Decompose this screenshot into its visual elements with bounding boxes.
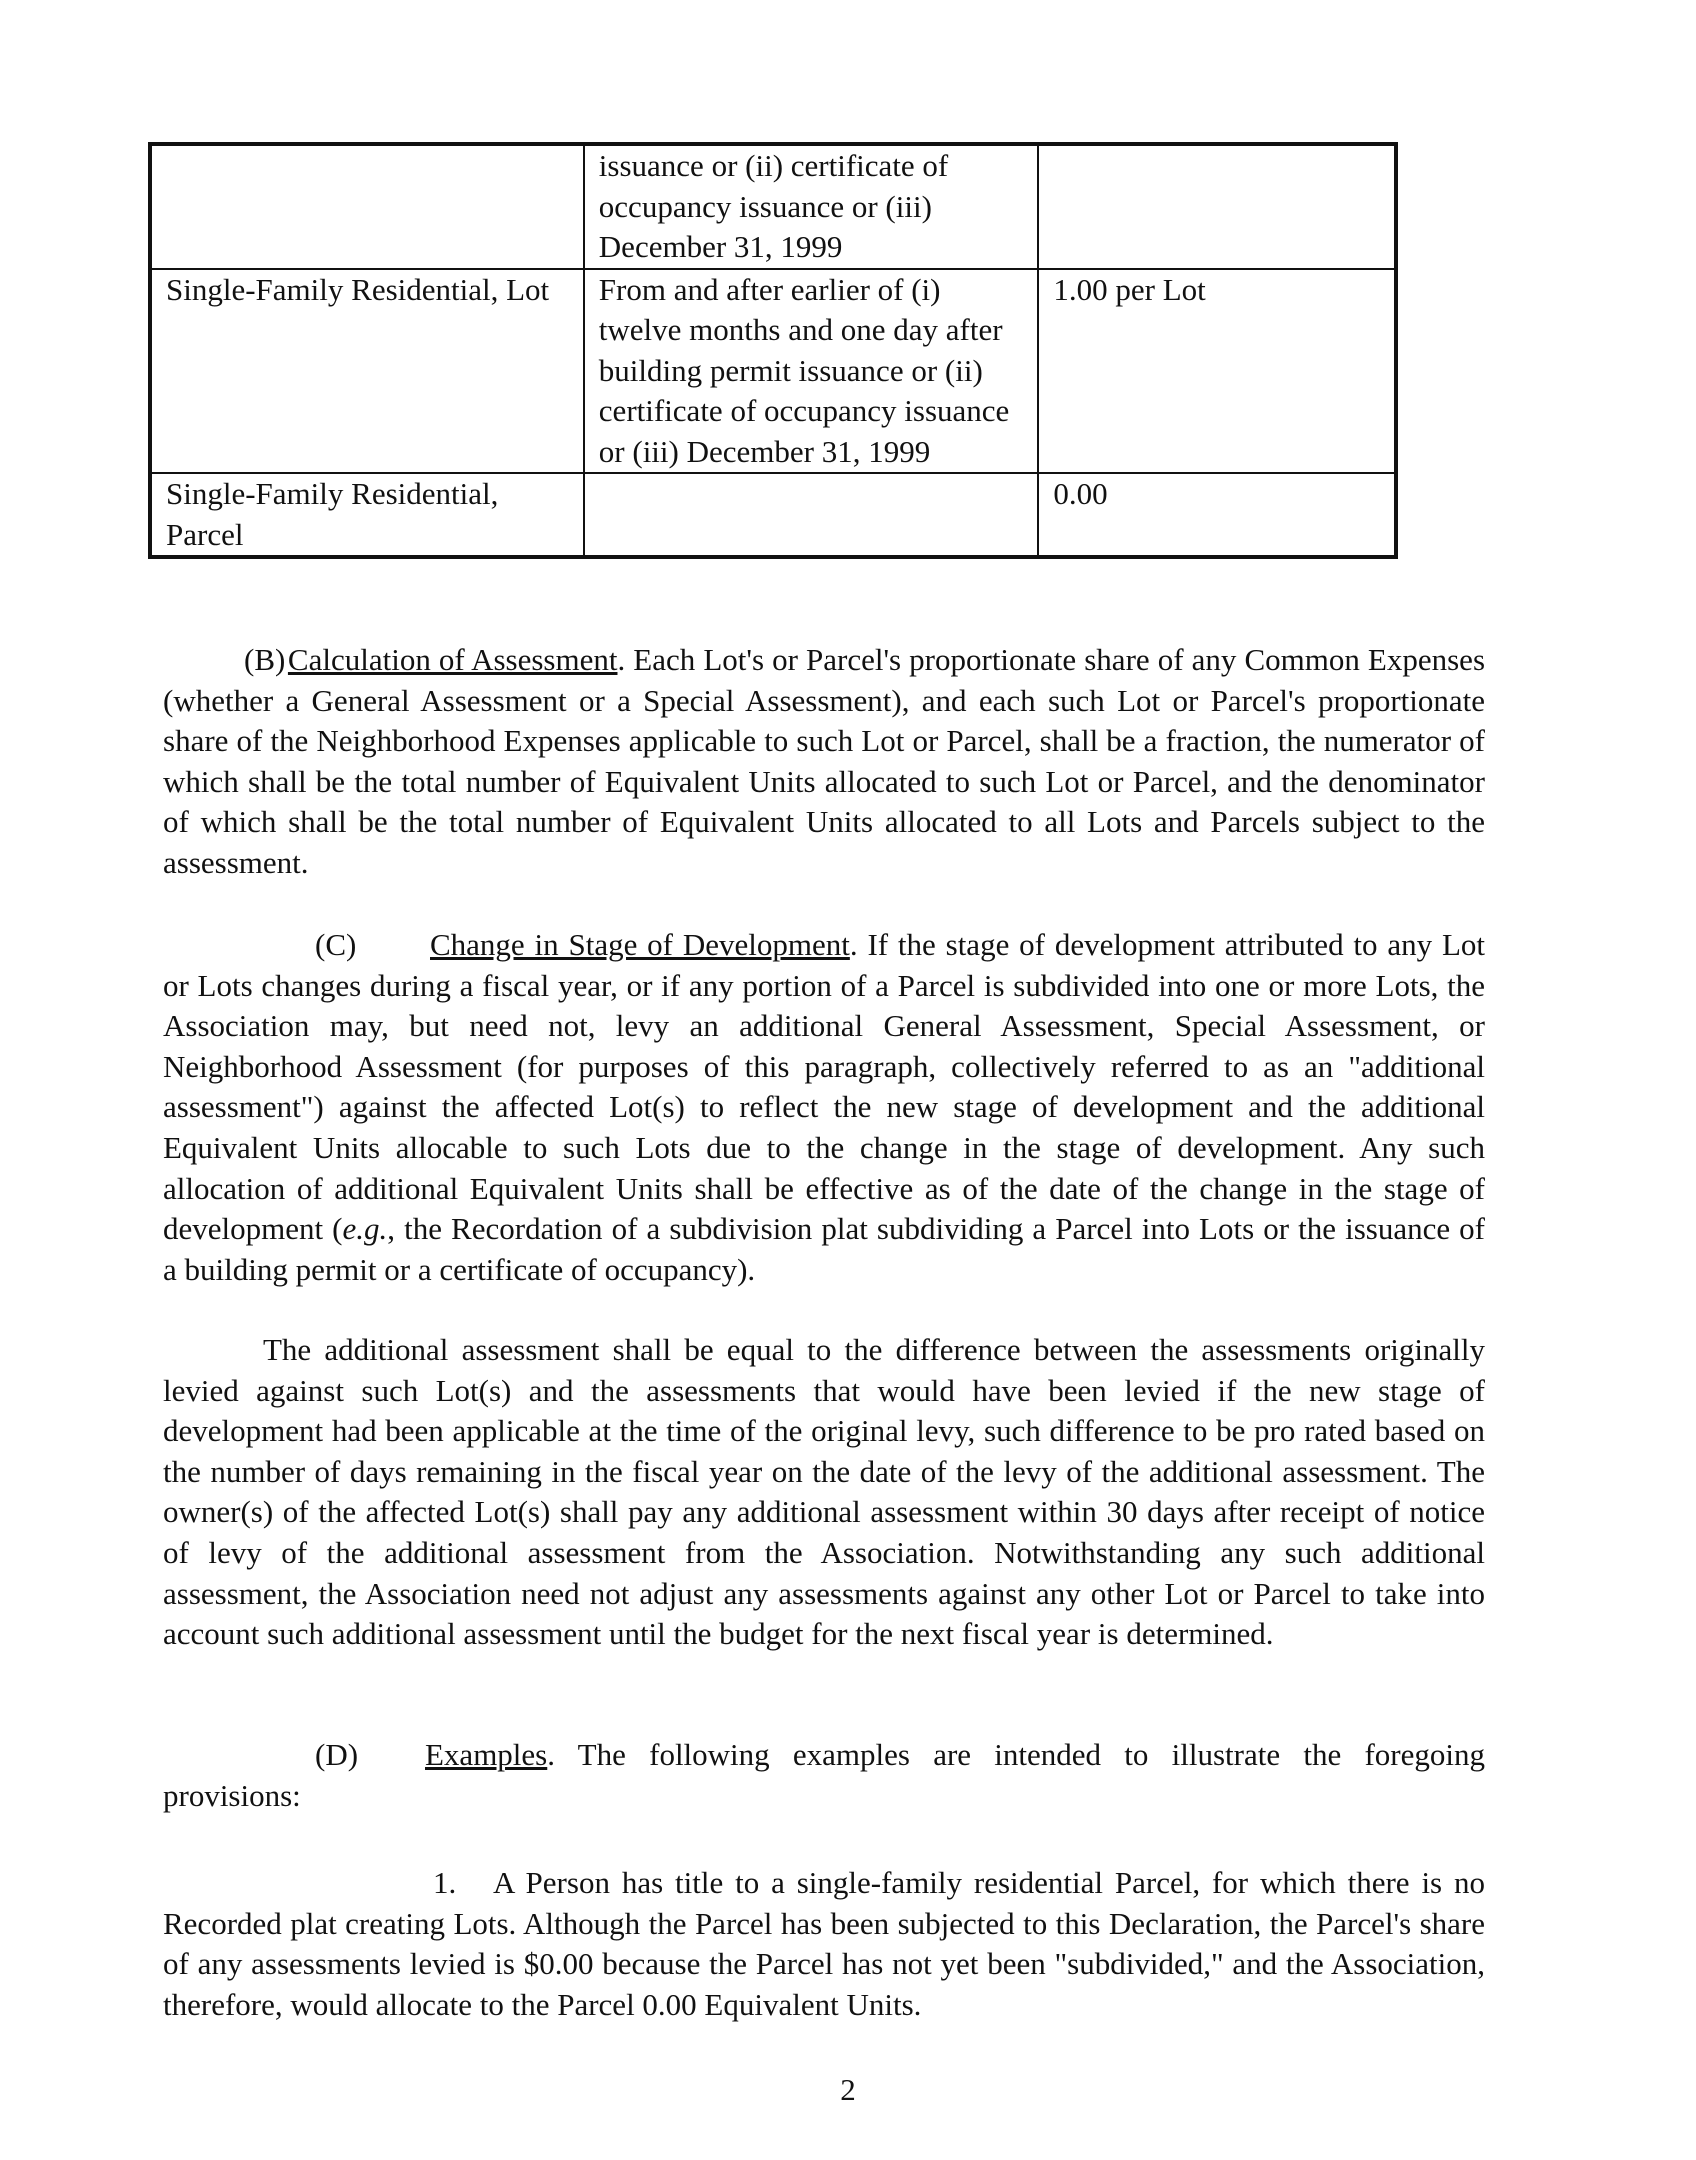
section-c-body-2: , the Recordation of a subdivision plat subdividing a Parcel into Lots or the issuance of a building permit or a certificate of occupancy). bbox=[163, 1211, 1485, 1287]
section-d-body: . The following examples are intended to illustrate the foregoing provisions: bbox=[163, 1737, 1485, 1813]
table-cell-stage bbox=[584, 473, 1039, 557]
section-c-body-1: . If the stage of development attributed to any Lot or Lots changes during a fiscal year, or if any portion of a Parcel is subdivided into one or more Lots, the Association may, but need not, levy an additional General Assessment, Special Assessment, or Neighborhood Assessment (for purposes of this paragraph, collectively referred to as an "additional assessment") against the affected Lot(s) to reflect the new stage of development and the additional Equivalent Units allocable to such Lots due to the change in the stage of development. Any such allocation of additional Equivalent Units shall be effective as of the date of the change in the stage of development ( bbox=[163, 927, 1485, 1247]
table-cell-classification: Single-Family Residential, Lot bbox=[150, 269, 584, 474]
section-c-heading: Change in Stage of Development bbox=[430, 927, 850, 962]
table-cell-units: 1.00 per Lot bbox=[1038, 269, 1396, 474]
example-1-number: 1. bbox=[433, 1865, 457, 1900]
section-c-eg: e.g. bbox=[342, 1211, 388, 1247]
section-d-heading: Examples bbox=[425, 1737, 548, 1772]
additional-assessment-paragraph bbox=[163, 1330, 1485, 1655]
example-1-body: A Person has title to a single-family residential Parcel, for which there is no Recorded plat creating Lots. Although the Parcel has been subjected to this Declaration, the Parcel's share of any assessments levied is $0.00 because the Parcel has not yet been "subdivided," and the Association, therefore, would allocate to the Parcel 0.00 Equivalent Units. bbox=[163, 1865, 1485, 2022]
section-b-body: . Each Lot's or Parcel's proportionate share of any Common Expenses (whether a General Assessment or a Special Assessment), and each such Lot or Parcel's proportionate share of the Neighborhood Expenses applicable to such Lot or Parcel, shall be a fraction, the numerator of which shall be the total number of Equivalent Units allocated to such Lot or Parcel, and the denominator of which shall be the total number of Equivalent Units allocated to all Lots and Parcels subject to the assessment. bbox=[163, 642, 1486, 880]
section-b-heading: Calculation of Assessment bbox=[287, 642, 618, 677]
example-1-paragraph bbox=[163, 1863, 1485, 2025]
page-number: 2 bbox=[840, 2072, 856, 2107]
section-d-label: (D) bbox=[315, 1737, 359, 1772]
table-row bbox=[150, 269, 1396, 474]
section-c-paragraph bbox=[163, 925, 1485, 1290]
section-b-label: (B) bbox=[244, 642, 286, 677]
section-c-label: (C) bbox=[315, 927, 357, 962]
table-row bbox=[150, 144, 1396, 269]
table-row bbox=[150, 473, 1396, 557]
section-b-paragraph bbox=[163, 640, 1485, 884]
table-cell-classification bbox=[150, 144, 584, 269]
table-cell-classification: Single-Family Residential, Parcel bbox=[150, 473, 584, 557]
table-cell-units bbox=[1038, 144, 1396, 269]
table-cell-stage: issuance or (ii) certificate of occupancy issuance or (iii) December 31, 1999 bbox=[584, 144, 1039, 269]
table-cell-stage: From and after earlier of (i) twelve months and one day after building permit issuance or (ii) certificate of occupancy issuance or (iii) December 31, 1999 bbox=[584, 269, 1039, 474]
additional-assessment-body: The additional assessment shall be equal to the difference between the assessments originally levied against such Lot(s) and the assessments that would have been levied if the new stage of development had been applicable at the time of the original levy, such difference to be pro rated based on the number of days remaining in the fiscal year on the date of the levy of the additional assessment. The owner(s) of the affected Lot(s) shall pay any additional assessment within 30 days after receipt of notice of levy of the additional assessment from the Association. Notwithstanding any such additional assessment, the Association need not adjust any assessments against any other Lot or Parcel to take into account such additional assessment until the budget for the next fiscal year is determined. bbox=[163, 1332, 1485, 1652]
table-cell-units: 0.00 bbox=[1038, 473, 1396, 557]
section-d-paragraph bbox=[163, 1735, 1485, 1816]
equivalent-units-table bbox=[148, 142, 1398, 559]
